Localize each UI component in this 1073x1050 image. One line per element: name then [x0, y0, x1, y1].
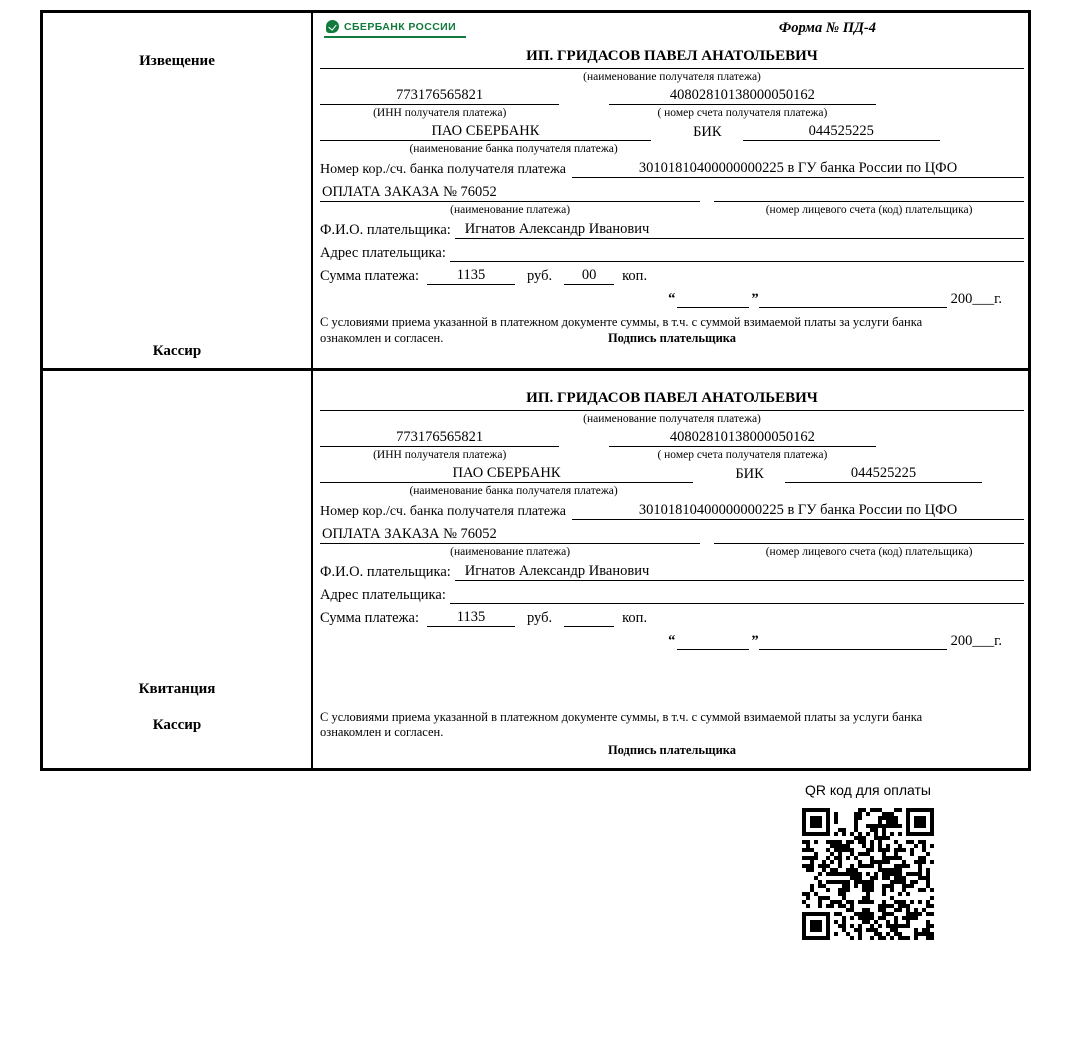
- purpose-caption: (наименование платежа): [450, 546, 571, 558]
- recipient-caption: (наименование получателя платежа): [583, 71, 761, 83]
- recipient-caption: (наименование получателя платежа): [583, 413, 761, 425]
- receipt-label: Квитанция: [138, 681, 216, 697]
- bank-name-value: ПАО СБЕРБАНК: [320, 465, 693, 483]
- receipt-left-column: [43, 371, 313, 768]
- form-number: Форма № ПД-4: [778, 20, 876, 36]
- bik-label: БИК: [693, 124, 722, 140]
- payer-name-label: Ф.И.О. плательщика:: [320, 564, 451, 580]
- rub-label: руб.: [527, 610, 553, 626]
- purpose-row: [320, 526, 1024, 544]
- agreement-line2: ознакомлен и согласен.: [320, 330, 444, 345]
- agreement-line2-row: [320, 331, 1024, 347]
- bik-label: БИК: [735, 466, 764, 482]
- account-caption: ( номер счета получателя платежа): [657, 449, 828, 461]
- payer-address-label: Адрес плательщика:: [320, 587, 446, 603]
- rub-label: руб.: [527, 268, 553, 284]
- inn-value: 773176565821: [320, 429, 559, 447]
- amount-rub-value: 1135: [427, 609, 515, 627]
- agreement-line2: ознакомлен и согласен.: [320, 725, 444, 739]
- date-close-quote: ”: [751, 291, 759, 307]
- payer-account-caption: (номер лицевого счета (код) плательщика): [765, 546, 973, 558]
- signature-label: Подпись плательщика: [607, 330, 737, 345]
- payment-purpose-value: ОПЛАТА ЗАКАЗА № 76052: [320, 526, 700, 544]
- bank-row: [320, 123, 1024, 141]
- agreement-block: [320, 710, 1024, 759]
- payer-name-value: Игнатов Александр Иванович: [455, 221, 1024, 239]
- payment-form-pd4: [40, 10, 1031, 771]
- amount-label: Сумма платежа:: [320, 610, 419, 626]
- cashier-label: Кассир: [152, 343, 202, 359]
- payer-name-row: [320, 563, 1024, 581]
- payer-address-label: Адрес плательщика:: [320, 245, 446, 261]
- purpose-caption: (наименование платежа): [450, 204, 571, 216]
- payer-account-line: [714, 184, 1024, 202]
- qr-code: [798, 804, 938, 944]
- date-year: 200___г.: [950, 633, 1002, 649]
- notice-left-column: [43, 13, 313, 368]
- sberbank-logo: [324, 18, 466, 38]
- payer-account-line: [714, 526, 1024, 544]
- notice-header-row: [320, 18, 1024, 48]
- purpose-caption-row: [320, 202, 1024, 217]
- sberbank-logo-icon: [326, 20, 339, 33]
- inn-account-captions: [320, 447, 1024, 462]
- kop-label: коп.: [622, 268, 648, 284]
- agreement-line1: С условиями приема указанной в платежном документе суммы, в т.ч. с суммой взимаемой платы за услуги банка: [320, 315, 923, 329]
- corr-account-row: [320, 160, 1024, 178]
- recipient-name: ИП. ГРИДАСОВ ПАВЕЛ АНАТОЛЬЕВИЧ: [320, 390, 1024, 411]
- cashier-label: Кассир: [152, 717, 202, 733]
- sberbank-logo-text: СБЕРБАНК РОССИИ: [344, 20, 457, 33]
- bank-caption-row: [320, 141, 1024, 156]
- agreement-line1: С условиями приема указанной в платежном документе суммы, в т.ч. с суммой взимаемой платы за услуги банка: [320, 709, 923, 724]
- date-close-quote: ”: [751, 633, 759, 649]
- signature-label: Подпись плательщика: [607, 742, 737, 757]
- payer-address-line: [450, 586, 1024, 604]
- amount-kop-value: [564, 609, 614, 627]
- receipt-section: [43, 371, 1028, 768]
- amount-row: [320, 609, 1024, 627]
- bank-name-value: ПАО СБЕРБАНК: [320, 123, 651, 141]
- bank-caption-row: [320, 483, 1024, 498]
- purpose-caption-row: [320, 544, 1024, 559]
- bank-row: [320, 465, 1024, 483]
- inn-account-row: [320, 429, 1024, 447]
- payer-account-caption: (номер лицевого счета (код) плательщика): [765, 204, 973, 216]
- qr-area: [768, 782, 968, 948]
- date-row: [320, 290, 1024, 308]
- account-value: 40802810138000050162: [609, 429, 877, 447]
- payer-address-line: [450, 244, 1024, 262]
- corr-value: 30101810400000000225 в ГУ банка России по ЦФО: [572, 160, 1024, 178]
- inn-caption: (ИНН получателя платежа): [373, 107, 507, 119]
- kop-label: коп.: [622, 610, 648, 626]
- account-value: 40802810138000050162: [609, 87, 877, 105]
- corr-label: Номер кор./сч. банка получателя платежа: [320, 504, 566, 519]
- qr-label: QR код для оплаты: [804, 782, 931, 798]
- payment-purpose-value: ОПЛАТА ЗАКАЗА № 76052: [320, 184, 700, 202]
- recipient-name: ИП. ГРИДАСОВ ПАВЕЛ АНАТОЛЬЕВИЧ: [320, 48, 1024, 69]
- inn-caption: (ИНН получателя платежа): [373, 449, 507, 461]
- date-open-quote: “: [668, 291, 676, 307]
- corr-value: 30101810400000000225 в ГУ банка России по ЦФО: [572, 502, 1024, 520]
- date-month-line: [759, 290, 947, 308]
- corr-label: Номер кор./сч. банка получателя платежа: [320, 162, 566, 177]
- notice-form-body: [313, 13, 1028, 368]
- date-year: 200___г.: [950, 291, 1002, 307]
- payer-address-row: [320, 586, 1024, 604]
- payer-name-row: [320, 221, 1024, 239]
- inn-account-row: [320, 87, 1024, 105]
- payer-name-label: Ф.И.О. плательщика:: [320, 222, 451, 238]
- agreement-block: [320, 315, 1024, 346]
- date-open-quote: “: [668, 633, 676, 649]
- bank-caption: (наименование банка получателя платежа): [409, 485, 618, 497]
- payer-address-row: [320, 244, 1024, 262]
- bik-value: 044525225: [785, 465, 982, 483]
- amount-label: Сумма платежа:: [320, 268, 419, 284]
- receipt-form-body: [313, 371, 1028, 768]
- inn-value: 773176565821: [320, 87, 559, 105]
- notice-label: Извещение: [139, 53, 215, 69]
- date-row: [320, 632, 1024, 650]
- amount-kop-value: 00: [564, 267, 614, 285]
- date-month-line: [759, 632, 947, 650]
- date-day-line: [677, 632, 749, 650]
- date-day-line: [677, 290, 749, 308]
- payer-name-value: Игнатов Александр Иванович: [455, 563, 1024, 581]
- bank-caption: (наименование банка получателя платежа): [409, 143, 618, 155]
- notice-section: [43, 13, 1028, 371]
- bik-value: 044525225: [743, 123, 940, 141]
- account-caption: ( номер счета получателя платежа): [657, 107, 828, 119]
- amount-rub-value: 1135: [427, 267, 515, 285]
- corr-account-row: [320, 502, 1024, 520]
- inn-account-captions: [320, 105, 1024, 120]
- purpose-row: [320, 184, 1024, 202]
- amount-row: [320, 267, 1024, 285]
